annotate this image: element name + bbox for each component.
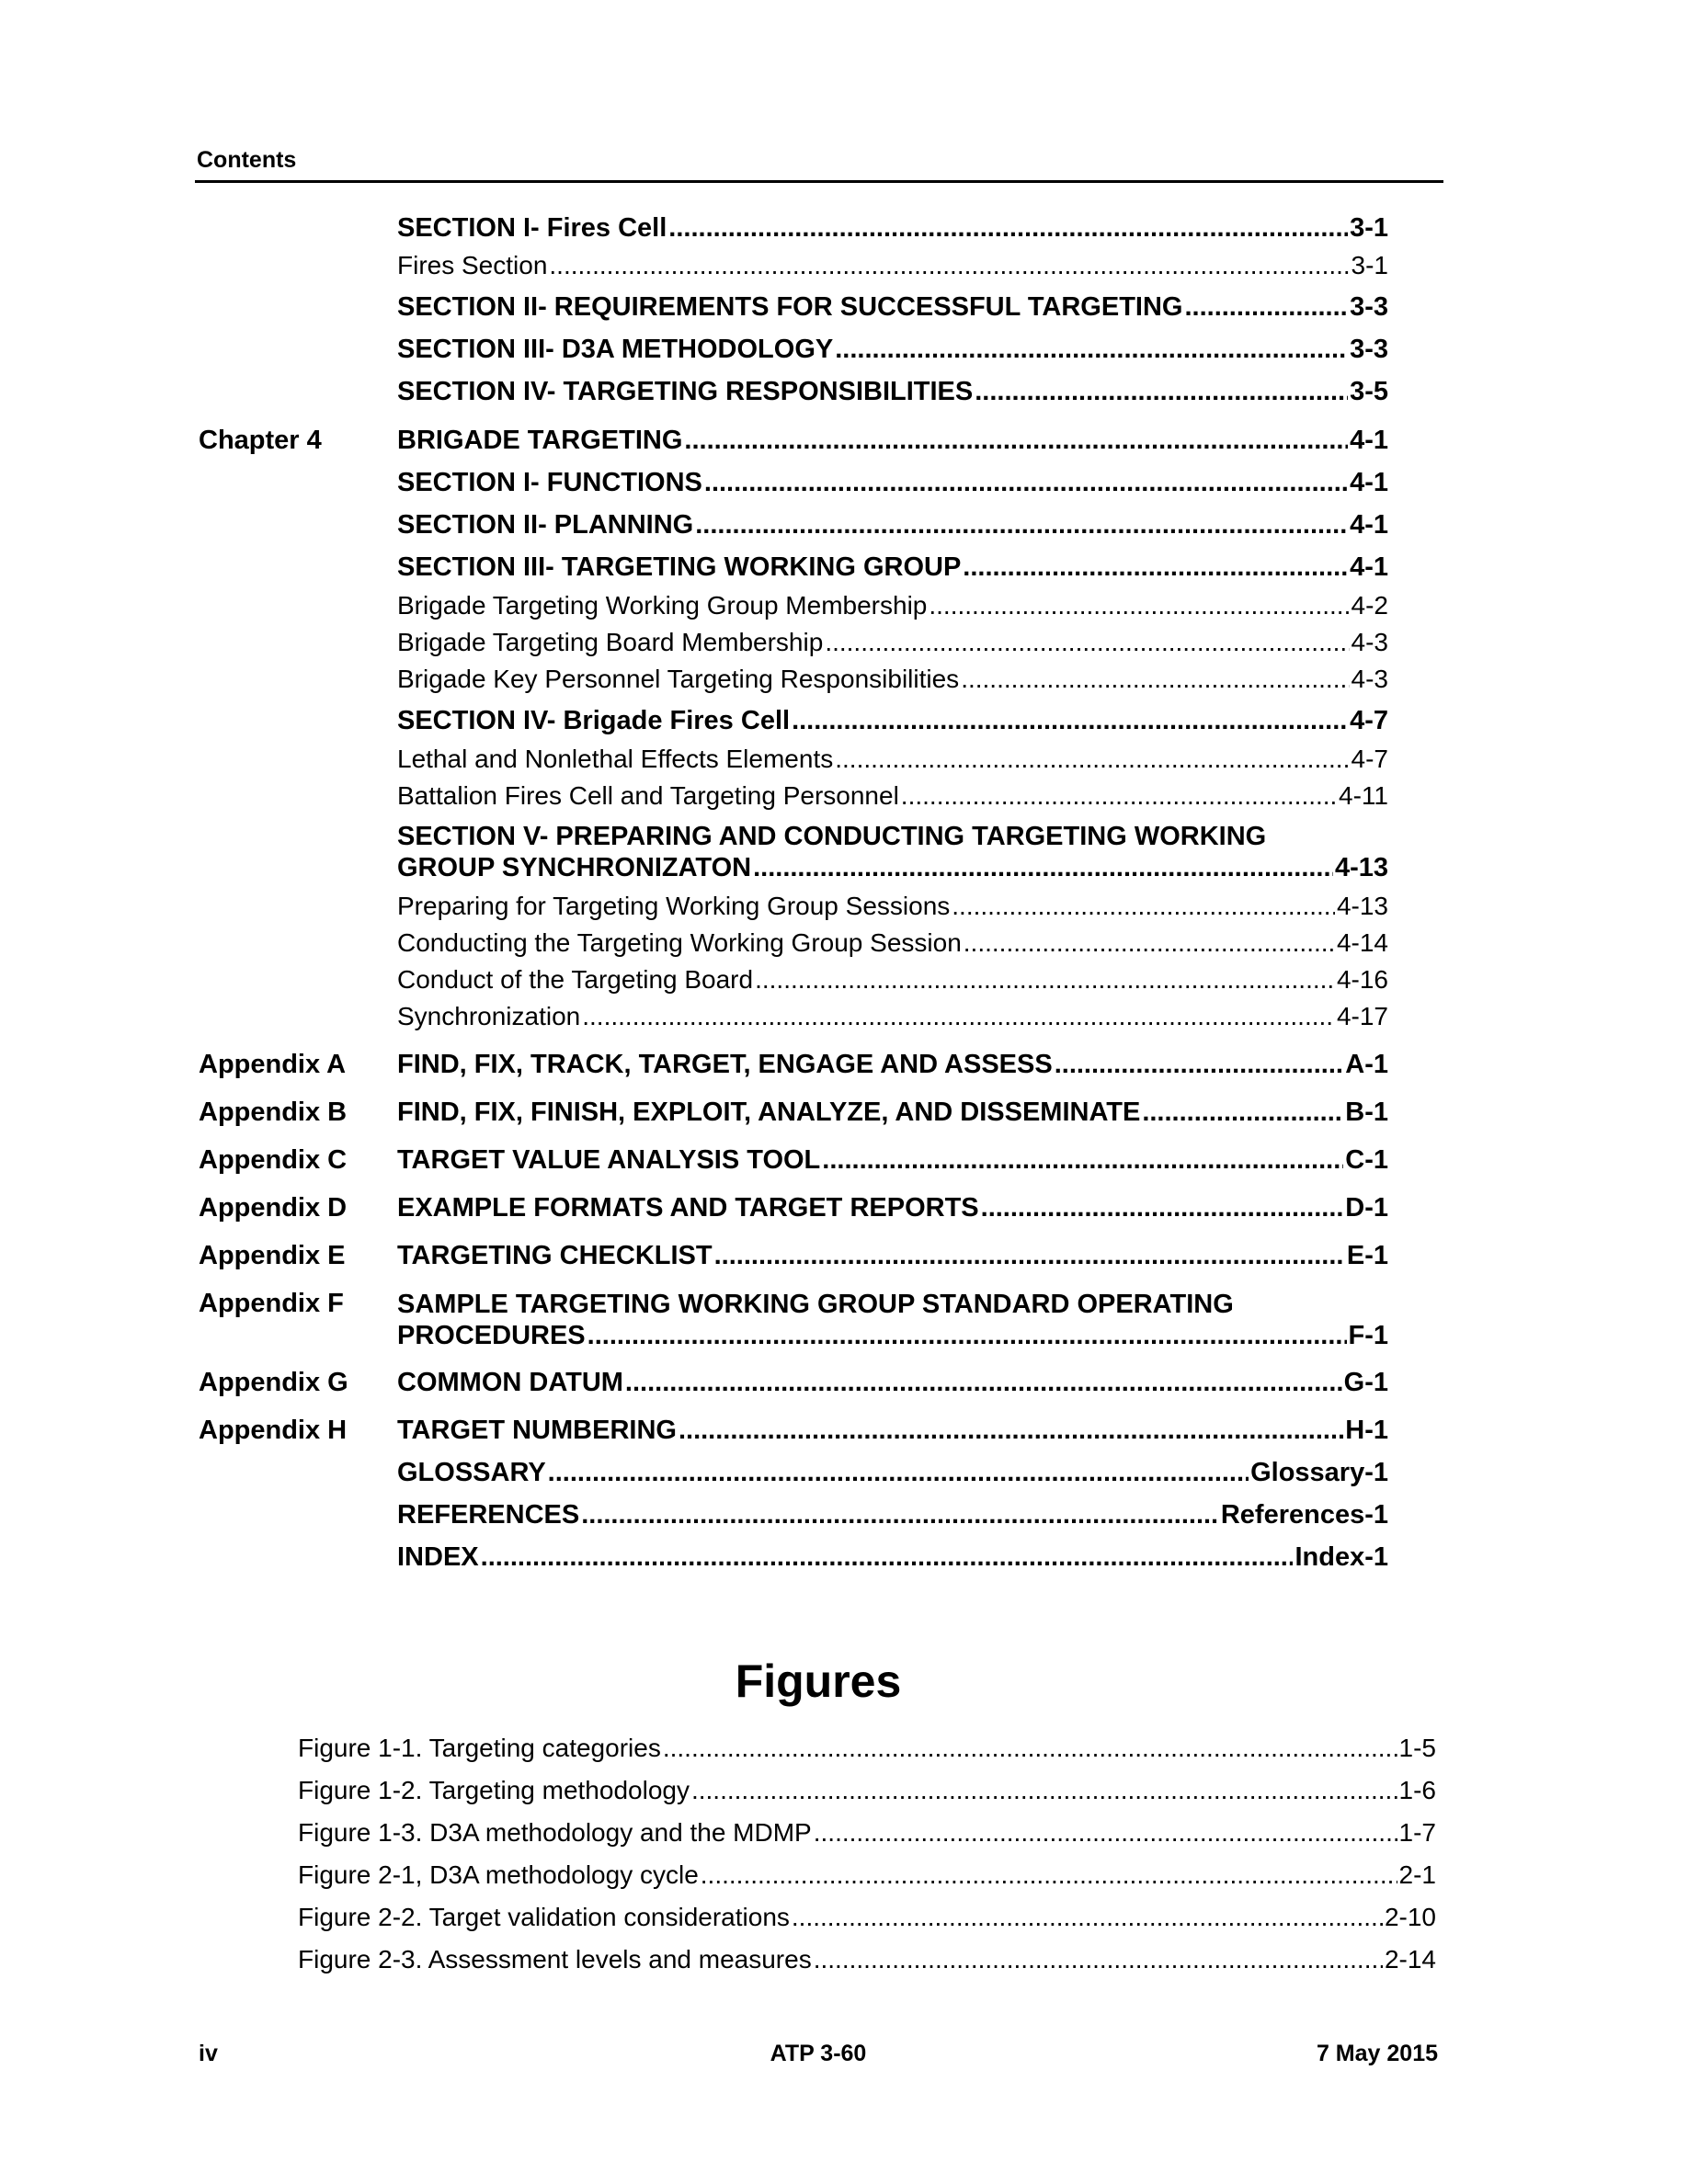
toc-entry-page: 4-13 — [1336, 892, 1388, 920]
figure-entry-page: 1-5 — [1398, 1734, 1436, 1762]
toc-entry-title: TARGET NUMBERING — [397, 1416, 677, 1445]
dot-leader — [963, 552, 1348, 583]
dot-leader — [1055, 1050, 1344, 1080]
dot-leader — [684, 426, 1348, 456]
dot-leader — [625, 1368, 1342, 1398]
figure-entry-page: 1-7 — [1398, 1818, 1436, 1847]
toc-entry-page: 3-3 — [1350, 292, 1388, 322]
toc-entry-page: 4-3 — [1351, 628, 1388, 656]
figures-heading: Figures — [735, 1655, 902, 1707]
toc-entry[interactable] — [397, 468, 1388, 498]
figure-entry[interactable] — [298, 1818, 1436, 1848]
toc-entry-page: B-1 — [1345, 1098, 1388, 1127]
toc-entry[interactable] — [397, 965, 1388, 995]
dot-leader — [981, 1193, 1344, 1223]
figure-entry-title: Figure 2-2. Target validation considerations — [298, 1903, 790, 1931]
toc-entry-page: Glossary-1 — [1250, 1458, 1388, 1487]
toc-entry[interactable] — [397, 892, 1388, 921]
footer-date: 7 May 2015 — [1316, 2041, 1438, 2066]
toc-entry[interactable] — [397, 1050, 1388, 1080]
dot-leader — [481, 1542, 1294, 1573]
toc-entry-page: Index-1 — [1295, 1542, 1388, 1572]
toc-entry-title: SECTION III- TARGETING WORKING GROUP — [397, 552, 962, 582]
footer-page-number: iv — [199, 2041, 218, 2066]
toc-entry-page: 4-13 — [1334, 853, 1388, 882]
toc-entry-page: 4-14 — [1336, 928, 1388, 957]
toc-entry-page: 4-11 — [1339, 781, 1388, 810]
figure-entry[interactable] — [298, 1860, 1436, 1890]
toc-entry[interactable] — [397, 1458, 1388, 1488]
toc-entry-page: F-1 — [1348, 1321, 1388, 1350]
dot-leader — [582, 1002, 1335, 1031]
dot-leader — [668, 213, 1348, 244]
toc-entry[interactable] — [397, 426, 1388, 456]
dot-leader — [835, 745, 1349, 774]
figure-entry-page: 2-1 — [1398, 1860, 1436, 1889]
toc-entry-page: 3-1 — [1351, 251, 1388, 279]
toc-entry[interactable] — [397, 591, 1388, 620]
toc-entry-page: References-1 — [1220, 1500, 1388, 1530]
figure-entry-title: Figure 2-1, D3A methodology cycle — [298, 1860, 699, 1889]
toc-entry-page: 4-1 — [1350, 552, 1388, 582]
dot-leader — [581, 1500, 1219, 1530]
toc-entry-title: TARGETING CHECKLIST — [397, 1241, 713, 1270]
toc-entry-page: 4-1 — [1350, 468, 1388, 497]
figure-entry-page: 2-10 — [1384, 1903, 1436, 1931]
dot-leader — [549, 251, 1349, 280]
toc-entry-title: GLOSSARY — [397, 1458, 546, 1487]
dot-leader — [835, 335, 1348, 365]
toc-entry[interactable] — [397, 1542, 1388, 1573]
dot-leader — [961, 665, 1349, 694]
toc-entry[interactable] — [397, 706, 1388, 736]
toc-entry[interactable] — [397, 1500, 1388, 1530]
dot-leader — [792, 706, 1348, 736]
dot-leader — [548, 1458, 1249, 1488]
dot-leader — [663, 1734, 1397, 1763]
toc-entry-title: BRIGADE TARGETING — [397, 426, 683, 455]
figure-entry-title: Figure 2-3. Assessment levels and measures — [298, 1945, 812, 1974]
dot-leader — [701, 1860, 1397, 1890]
toc-entry-title: COMMON DATUM — [397, 1368, 623, 1397]
dot-leader — [679, 1416, 1343, 1446]
toc-entry[interactable] — [397, 745, 1388, 774]
toc-entry-page: H-1 — [1345, 1416, 1388, 1445]
toc-entry-title: SECTION IV- TARGETING RESPONSIBILITIES — [397, 377, 974, 406]
toc-entry-title-line1: SAMPLE TARGETING WORKING GROUP STANDARD OPERATING — [397, 1290, 1234, 1319]
dot-leader — [975, 377, 1348, 407]
dot-leader — [929, 591, 1349, 620]
toc-entry-title: SECTION II- PLANNING — [397, 510, 694, 540]
dot-leader — [695, 510, 1348, 540]
toc-entry-page: G-1 — [1343, 1368, 1388, 1397]
toc-entry-title: Preparing for Targeting Working Group Sessions — [397, 892, 951, 920]
toc-entry-title: SECTION I- Fires Cell — [397, 213, 667, 243]
toc-entry-title: PROCEDURES — [397, 1321, 586, 1350]
figure-entry-page: 2-14 — [1384, 1945, 1436, 1974]
toc-entry[interactable] — [397, 1368, 1388, 1398]
toc-entry-page: A-1 — [1345, 1050, 1388, 1079]
figure-entry-page: 1-6 — [1398, 1776, 1436, 1804]
figure-entry-title: Figure 1-1. Targeting categories — [298, 1734, 661, 1762]
toc-entry-page: 4-17 — [1336, 1002, 1388, 1030]
toc-entry[interactable] — [397, 1002, 1388, 1031]
toc-entry-title: FIND, FIX, TRACK, TARGET, ENGAGE AND ASSESS — [397, 1050, 1053, 1079]
figure-entry[interactable] — [298, 1903, 1436, 1932]
toc-entry[interactable] — [397, 1145, 1388, 1176]
toc-entry-title: Conducting the Targeting Working Group Session — [397, 928, 962, 957]
toc-entry-title: SECTION II- REQUIREMENTS FOR SUCCESSFUL TARGETING — [397, 292, 1183, 322]
dot-leader — [704, 468, 1348, 498]
toc-entry[interactable] — [397, 1193, 1388, 1223]
toc-entry-title: SECTION IV- Brigade Fires Cell — [397, 706, 791, 735]
appendix-label: Appendix B — [199, 1098, 348, 1127]
dot-leader — [755, 965, 1335, 995]
appendix-label: Appendix F — [199, 1289, 344, 1318]
toc-entry[interactable] — [397, 821, 1388, 883]
toc-entry-title: Brigade Key Personnel Targeting Responsibilities — [397, 665, 960, 693]
dot-leader — [753, 852, 1333, 883]
running-header: Contents — [197, 147, 297, 173]
appendix-label: Appendix D — [199, 1193, 348, 1223]
toc-entry[interactable] — [397, 251, 1388, 280]
toc-entry-page: 3-5 — [1350, 377, 1388, 406]
toc-entry-title: TARGET VALUE ANALYSIS TOOL — [397, 1145, 821, 1175]
chapter-label: Chapter 4 — [199, 426, 322, 455]
appendix-label: Appendix G — [199, 1368, 348, 1397]
toc-entry-page: 3-3 — [1350, 335, 1388, 364]
figure-entry-title: Figure 1-3. D3A methodology and the MDMP — [298, 1818, 812, 1847]
toc-entry[interactable] — [397, 1416, 1388, 1446]
toc-entry-title-line1: SECTION V- PREPARING AND CONDUCTING TARGETING WORKING — [397, 822, 1267, 851]
toc-entry[interactable] — [397, 781, 1388, 811]
dot-leader — [792, 1903, 1383, 1932]
dot-leader — [1142, 1098, 1343, 1128]
dot-leader — [952, 892, 1335, 921]
footer-publication-id: ATP 3-60 — [770, 2041, 867, 2066]
toc-entry[interactable] — [397, 552, 1388, 583]
toc-entry-title: GROUP SYNCHRONIZATON — [397, 853, 752, 882]
toc-entry-title: EXAMPLE FORMATS AND TARGET REPORTS — [397, 1193, 979, 1223]
toc-entry[interactable] — [397, 1098, 1388, 1128]
toc-entry-title: Conduct of the Targeting Board — [397, 965, 754, 994]
appendix-label: Appendix A — [199, 1050, 347, 1079]
toc-entry[interactable] — [397, 213, 1388, 244]
toc-entry[interactable] — [397, 335, 1388, 365]
figure-entry-title: Figure 1-2. Targeting methodology — [298, 1776, 690, 1804]
toc-entry-title: Synchronization — [397, 1002, 581, 1030]
toc-entry-page: E-1 — [1346, 1241, 1388, 1270]
dot-leader — [587, 1320, 1347, 1351]
appendix-label: Appendix H — [199, 1416, 348, 1445]
toc-entry[interactable] — [397, 628, 1388, 657]
dot-leader — [822, 1145, 1343, 1176]
figure-entry[interactable] — [298, 1945, 1436, 1974]
appendix-label: Appendix C — [199, 1145, 348, 1175]
toc-entry-page: 4-1 — [1350, 510, 1388, 540]
toc-entry-page: D-1 — [1345, 1193, 1388, 1223]
toc-entry-title: Battalion Fires Cell and Targeting Personnel — [397, 781, 899, 810]
toc-entry-title: FIND, FIX, FINISH, EXPLOIT, ANALYZE, AND DISSEMINATE — [397, 1098, 1141, 1127]
dot-leader — [1184, 292, 1348, 323]
dot-leader — [825, 628, 1349, 657]
toc-entry[interactable] — [397, 665, 1388, 694]
toc-entry-page: 4-3 — [1351, 665, 1388, 693]
figure-entry[interactable] — [298, 1734, 1436, 1763]
toc-entry-page: 4-7 — [1350, 706, 1388, 735]
dot-leader — [901, 781, 1337, 811]
appendix-label: Appendix E — [199, 1241, 346, 1270]
toc-entry[interactable] — [397, 292, 1388, 323]
toc-entry-title: Lethal and Nonlethal Effects Elements — [397, 745, 834, 773]
toc-entry[interactable] — [397, 1241, 1388, 1271]
toc-entry[interactable] — [397, 377, 1388, 407]
header-rule — [195, 180, 1443, 183]
toc-entry-title: Brigade Targeting Board Membership — [397, 628, 824, 656]
toc-entry[interactable] — [397, 1289, 1388, 1351]
toc-entry-page: 4-16 — [1336, 965, 1388, 994]
toc-entry-title: SECTION I- FUNCTIONS — [397, 468, 702, 497]
figure-entry[interactable] — [298, 1776, 1436, 1805]
dot-leader — [814, 1945, 1383, 1974]
dot-leader — [964, 928, 1335, 958]
toc-entry-page: 4-1 — [1350, 426, 1388, 455]
toc-entry-page: 4-7 — [1351, 745, 1388, 773]
toc-entry[interactable] — [397, 928, 1388, 958]
toc-entry-title: INDEX — [397, 1542, 479, 1572]
toc-entry-page: 3-1 — [1350, 213, 1388, 243]
toc-entry-title: SECTION III- D3A METHODOLOGY — [397, 335, 834, 364]
dot-leader — [691, 1776, 1397, 1805]
dot-leader — [814, 1818, 1397, 1848]
toc-entry-title: REFERENCES — [397, 1500, 580, 1530]
toc-entry-title: Brigade Targeting Working Group Membership — [397, 591, 928, 620]
toc-entry-title: Fires Section — [397, 251, 548, 279]
toc-entry-page: C-1 — [1345, 1145, 1388, 1175]
dot-leader — [714, 1241, 1345, 1271]
toc-entry[interactable] — [397, 510, 1388, 540]
toc-entry-page: 4-2 — [1351, 591, 1388, 620]
